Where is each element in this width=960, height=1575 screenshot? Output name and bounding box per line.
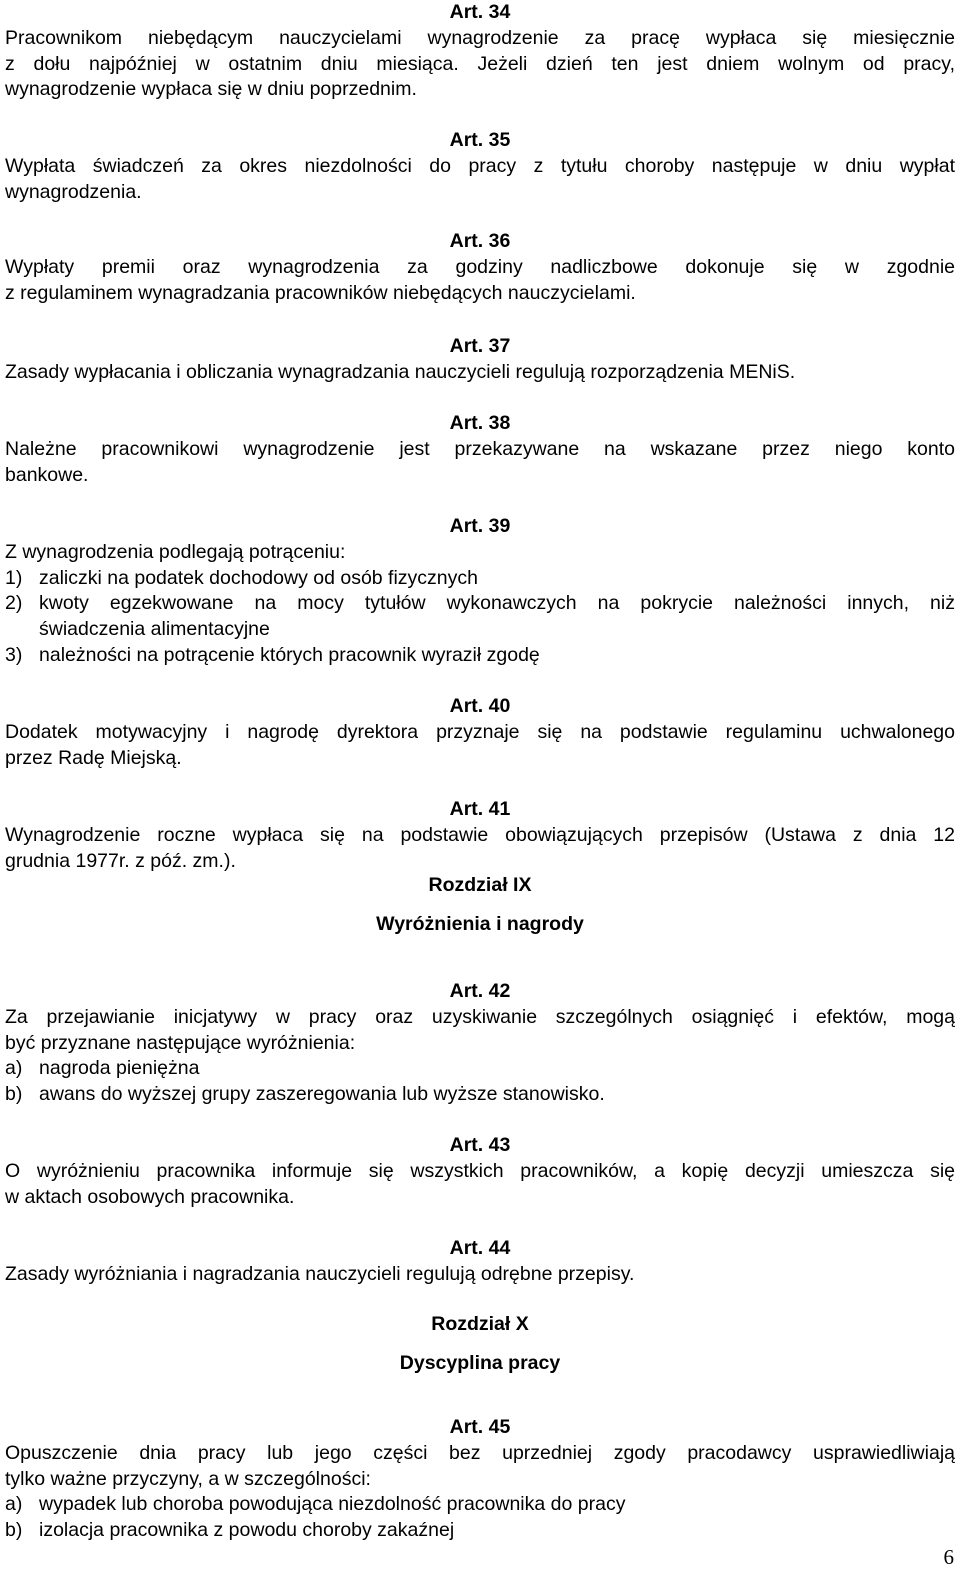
list-marker: 2) bbox=[5, 592, 23, 615]
article-35 bbox=[5, 128, 955, 205]
list-text: należności na potrącenie których pracownik wyraził zgodę bbox=[39, 643, 540, 666]
list-text: nagroda pieniężna bbox=[39, 1057, 200, 1080]
list-text: świadczenia alimentacyjne bbox=[39, 618, 270, 641]
article-text-line: Zasady wypłacania i obliczania wynagradzania nauczycieli regulują rozporządzenia MENiS. bbox=[5, 360, 796, 383]
list-item bbox=[5, 1056, 955, 1082]
list-marker: 1) bbox=[5, 566, 23, 589]
article-heading: Art. 44 bbox=[449, 1237, 511, 1259]
list-text: kwoty egzekwowane na mocy tytułów wykonawczych na pokrycie należności innych, niż bbox=[39, 592, 955, 615]
article-34 bbox=[5, 0, 955, 103]
article-45 bbox=[5, 1415, 955, 1544]
list-marker: b) bbox=[5, 1519, 23, 1542]
article-text-line: Dodatek motywacyjny i nagrodę dyrektora przyznaje się na podstawie regulaminu uchwalonego bbox=[5, 720, 955, 743]
article-text-line: Zasady wyróżniania i nagradzania nauczycieli regulują odrębne przepisy. bbox=[5, 1262, 635, 1285]
article-text-line: Wypłata świadczeń za okres niezdolności do pracy z tytułu choroby następuje w dniu wypłat bbox=[5, 154, 955, 177]
list-item bbox=[5, 1082, 955, 1108]
chapter-9-title: Rozdział IX bbox=[428, 874, 532, 896]
article-text-line: O wyróżnieniu pracownika informuje się wszystkich pracowników, a kopię decyzji umieszcza się bbox=[5, 1159, 955, 1182]
list-marker: b) bbox=[5, 1083, 23, 1106]
article-heading: Art. 43 bbox=[449, 1134, 511, 1156]
article-38 bbox=[5, 411, 955, 488]
article-heading: Art. 45 bbox=[449, 1416, 511, 1438]
article-heading: Art. 37 bbox=[449, 335, 511, 357]
article-text-line: Należne pracownikowi wynagrodzenie jest przekazywane na wskazane przez niego konto bbox=[5, 437, 955, 460]
list-item bbox=[5, 1492, 955, 1518]
article-text-line: wynagrodzenia. bbox=[5, 180, 142, 203]
list-item bbox=[5, 1518, 955, 1544]
article-text-line: być przyznane następujące wyróżnienia: bbox=[5, 1031, 356, 1054]
list-item bbox=[5, 566, 955, 592]
article-text-line: wynagrodzenie wypłaca się w dniu poprzednim. bbox=[5, 78, 417, 101]
article-43 bbox=[5, 1133, 955, 1210]
page-number: 6 bbox=[943, 1545, 954, 1569]
chapter-10-subtitle: Dyscyplina pracy bbox=[399, 1352, 561, 1374]
article-36 bbox=[5, 229, 955, 306]
article-intro: Z wynagrodzenia podlegają potrąceniu: bbox=[5, 540, 346, 563]
list-marker: 3) bbox=[5, 643, 23, 666]
article-heading: Art. 40 bbox=[449, 695, 511, 717]
list-text: izolacja pracownika z powodu choroby zakaźnej bbox=[39, 1519, 455, 1542]
article-heading: Art. 35 bbox=[449, 129, 511, 151]
article-heading: Art. 41 bbox=[449, 798, 511, 820]
list-marker: a) bbox=[5, 1057, 23, 1080]
article-text-line: z dołu najpóźniej w ostatnim dniu miesiąca. Jeżeli dzień ten jest dniem wolnym od pracy, bbox=[5, 52, 955, 75]
list-text: wypadek lub choroba powodująca niezdolność pracownika do pracy bbox=[39, 1493, 626, 1516]
list-text: awans do wyższej grupy zaszeregowania lub wyższe stanowisko. bbox=[39, 1083, 605, 1106]
article-text-line: w aktach osobowych pracownika. bbox=[5, 1185, 295, 1208]
article-text-line: Za przejawianie inicjatywy w pracy oraz uzyskiwanie szczególnych osiągnięć i efektów, mogą bbox=[5, 1005, 955, 1028]
article-heading: Art. 39 bbox=[449, 515, 511, 537]
list-marker: a) bbox=[5, 1493, 23, 1516]
article-heading: Art. 42 bbox=[449, 980, 511, 1002]
article-text-line: bankowe. bbox=[5, 463, 89, 486]
article-42 bbox=[5, 979, 955, 1108]
article-40 bbox=[5, 694, 955, 771]
list-item bbox=[5, 591, 955, 643]
article-text-line: przez Radę Miejską. bbox=[5, 746, 182, 769]
article-text-line: Pracownikom niebędącym nauczycielami wynagrodzenie za pracę wypłaca się miesięcznie bbox=[5, 26, 955, 49]
article-text-line: grudnia 1977r. z póź. zm.). bbox=[5, 849, 236, 872]
chapter-9-subtitle: Wyróżnienia i nagrody bbox=[376, 913, 584, 935]
article-39 bbox=[5, 514, 955, 669]
article-text-line: tylko ważne przyczyny, a w szczególności: bbox=[5, 1467, 371, 1490]
article-44 bbox=[5, 1236, 955, 1288]
list-item bbox=[5, 643, 955, 669]
article-text-line: z regulaminem wynagradzania pracowników niebędących nauczycielami. bbox=[5, 281, 636, 304]
article-text-line: Opuszczenie dnia pracy lub jego części bez uprzedniej zgody pracodawcy usprawiedliwiają bbox=[5, 1441, 955, 1464]
article-37 bbox=[5, 334, 955, 386]
article-heading: Art. 38 bbox=[449, 412, 511, 434]
article-heading: Art. 36 bbox=[449, 230, 511, 252]
article-text-line: Wypłaty premii oraz wynagrodzenia za godziny nadliczbowe dokonuje się w zgodnie bbox=[5, 255, 955, 278]
article-heading: Art. 34 bbox=[449, 1, 511, 23]
article-41 bbox=[5, 797, 955, 874]
chapter-10-title: Rozdział X bbox=[431, 1313, 529, 1335]
article-text-line: Wynagrodzenie roczne wypłaca się na podstawie obowiązujących przepisów (Ustawa z dnia 12 bbox=[5, 823, 955, 846]
list-text: zaliczki na podatek dochodowy od osób fizycznych bbox=[39, 566, 478, 589]
